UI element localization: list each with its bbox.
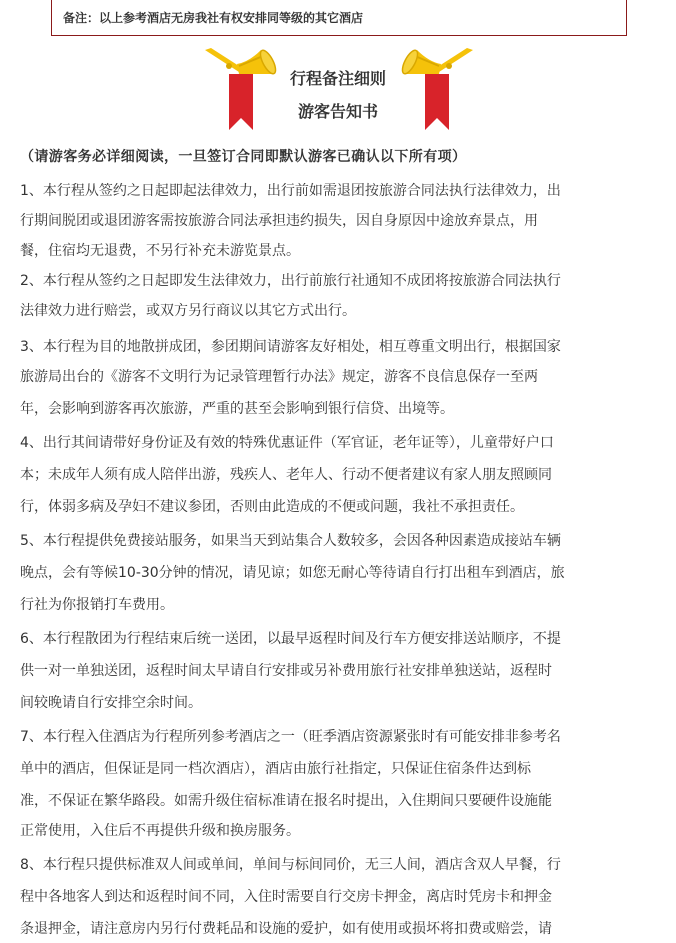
clause-line: 准，不保证在繁华路段。如需升级住宿标准请在报名时提出，入住期间只要硬件设施能 (20, 793, 552, 809)
clause-line: 2、本行程从签约之日起即发生法律效力，出行前旅行社通知不成团将按旅游合同法执行 (20, 273, 561, 289)
clause-line: 供一对一单独送团，返程时间太早请自行安排或另补费用旅行社安排单独送站，返程时 (20, 663, 552, 679)
clause-line: 6、本行程散团为行程结束后统一送团，以最早返程时间及行车方便安排送站顺序，不提 (20, 631, 561, 647)
clause-line: 正常使用，入住后不再提供升级和换房服务。 (20, 823, 300, 839)
clause-line: 本；未成年人须有成人陪伴出游，残疾人、老年人、行动不便者建议有家人朋友照顾同 (20, 467, 552, 483)
notice-intro: （请游客务必详细阅读，一旦签订合同即默认游客已确认以下所有项） (20, 149, 467, 165)
clause-line: 行社为你报销打车费用。 (20, 597, 174, 613)
hotel-note-box (51, 0, 627, 36)
clause-line: 单中的酒店，但保证是同一档次酒店），酒店由旅行社指定，只保证住宿条件达到标 (20, 761, 531, 777)
clause-line: 间较晚请自行安排空余时间。 (20, 695, 202, 711)
notice-banner (0, 44, 676, 136)
clause-line: 4、出行其间请带好身份证及有效的特殊优惠证件（军官证，老年证等），儿童带好户口 (20, 435, 554, 451)
clause-line: 条退押金，请注意房内另行付费耗品和设施的爱护，如有使用或损坏将扣费或赔尝，请 (20, 921, 552, 937)
clause-line: 8、本行程只提供标准双人间或单间，单间与标间同价，无三人间，酒店含双人早餐，行 (20, 857, 561, 873)
clause-line: 行，体弱多病及孕妇不建议参团，否则由此造成的不便或问题，我社不承担责任。 (20, 499, 524, 515)
clause-line: 5、本行程提供免费接站服务，如果当天到站集合人数较多，会因各种因素造成接站车辆 (20, 533, 561, 549)
hotel-note-text: 备注：以上参考酒店无房我社有权安排同等级的其它酒店 (63, 11, 364, 25)
banner-title-rules: 行程备注细则 (289, 69, 386, 88)
clause-line: 法律效力进行赔尝，或双方另行商议以其它方式出行。 (20, 303, 356, 319)
clause-line: 年，会影响到游客再次旅游，严重的甚至会影响到银行信贷、出境等。 (20, 401, 454, 417)
banner-title-notice: 游客告知书 (297, 102, 378, 121)
clause-line: 3、本行程为目的地散拼成团，参团期间请游客友好相处，相互尊重文明出行，根据国家 (20, 339, 561, 355)
clause-line: 程中各地客人到达和返程时间不同，入住时需要自行交房卡押金，离店时凭房卡和押金 (20, 889, 552, 905)
clause-line: 餐，住宿均无退费，不另行补充未游览景点。 (20, 243, 300, 259)
clause-line: 7、本行程入住酒店为行程所列参考酒店之一（旺季酒店资源紧张时有可能安排非参考名 (20, 729, 561, 745)
clause-line: 晚点，会有等候10-30分钟的情况，请见谅；如您无耐心等待请自行打出租车到酒店，旅 (20, 565, 565, 581)
clause-line: 行期间脱团或退团游客需按旅游合同法承担违约损失，因自身原因中途放弃景点，用 (20, 213, 538, 229)
clause-line: 1、本行程从签约之日起即起法律效力，出行前如需退团按旅游合同法执行法律效力，出 (20, 183, 561, 199)
clause-line: 旅游局出台的《游客不文明行为记录管理暂行办法》规定，游客不良信息保存一至两 (20, 369, 538, 385)
